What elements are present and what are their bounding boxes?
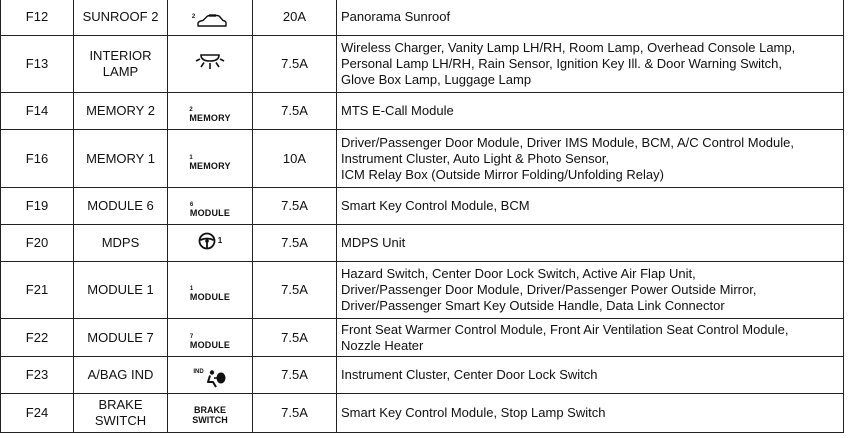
sunroof-car-icon xyxy=(196,14,228,28)
fuse-rating: 7.5A xyxy=(253,262,337,319)
fuse-symbol xyxy=(168,225,253,262)
memory-1-symbol: 1 MEMORY xyxy=(189,154,231,171)
fuse-name: A/BAG IND xyxy=(74,357,168,394)
fuse-circuits: Instrument Cluster, Center Door Lock Switch xyxy=(337,357,844,394)
fuse-circuits: Driver/Passenger Door Module, Driver IMS Module, BCM, A/C Control Module, Instrument Cluster, Auto Light & Photo Sensor, ICM Relay Box (Outside Mirror Folding/Unfolding Relay) xyxy=(337,130,844,188)
fuse-name: MEMORY 1 xyxy=(74,130,168,188)
fuse-circuits: Smart Key Control Module, BCM xyxy=(337,188,844,225)
table-row xyxy=(1,319,844,357)
fuse-rating: 7.5A xyxy=(253,93,337,130)
module-6-symbol: 6 MODULE xyxy=(189,202,231,218)
fuse-symbol xyxy=(168,93,253,130)
fuse-name: INTERIOR LAMP xyxy=(74,36,168,93)
fuse-circuits: Smart Key Control Module, Stop Lamp Switch xyxy=(337,394,844,433)
fuse-symbol xyxy=(168,36,253,93)
fuse-rating: 7.5A xyxy=(253,394,337,433)
fuse-symbol xyxy=(168,188,253,225)
airbag-indicator-icon xyxy=(205,369,227,389)
fuse-name: SUNROOF 2 xyxy=(74,0,168,36)
fuse-symbol xyxy=(168,0,253,36)
fuse-name: MEMORY 2 xyxy=(74,93,168,130)
fuse-name: MODULE 6 xyxy=(74,188,168,225)
fuse-circuits: Front Seat Warmer Control Module, Front Air Ventilation Seat Control Module, Nozzle Heater xyxy=(337,319,844,357)
fuse-number: F19 xyxy=(1,188,74,225)
fuse-name: BRAKE SWITCH xyxy=(74,394,168,433)
symbol-superscript: IND xyxy=(193,369,204,375)
fuse-rating: 7.5A xyxy=(253,357,337,394)
fuse-circuits: Wireless Charger, Vanity Lamp LH/RH, Room Lamp, Overhead Console Lamp, Personal Lamp LH/RH, Rain Sensor, Ignition Key Ill. & Door Warning Switch, Glove Box Lamp, Luggage Lamp xyxy=(337,36,844,93)
fuse-number: F14 xyxy=(1,93,74,130)
interior-lamp-icon xyxy=(195,53,225,71)
fuse-symbol xyxy=(168,262,253,319)
fuse-rating: 7.5A xyxy=(253,36,337,93)
fuse-circuits: Panorama Sunroof xyxy=(337,0,844,36)
fuse-number: F20 xyxy=(1,225,74,262)
fuse-circuits: MDPS Unit xyxy=(337,225,844,262)
fuse-name: MDPS xyxy=(74,225,168,262)
table-row xyxy=(1,93,844,130)
steering-wheel-icon xyxy=(198,232,216,250)
fuse-name: MODULE 1 xyxy=(74,262,168,319)
table-row xyxy=(1,188,844,225)
fuse-symbol xyxy=(168,394,253,433)
fuse-symbol xyxy=(168,319,253,357)
symbol-superscript: 1 xyxy=(217,236,223,245)
fuse-number: F21 xyxy=(1,262,74,319)
fuse-circuits: MTS E-Call Module xyxy=(337,93,844,130)
table-row xyxy=(1,357,844,394)
fuse-number: F22 xyxy=(1,319,74,357)
module-1-symbol: 1 MODULE xyxy=(189,286,231,302)
fuse-circuits: Hazard Switch, Center Door Lock Switch, Active Air Flap Unit, Driver/Passenger Door Module, Driver/Passenger Power Outside Mirror, Driver/Passenger Smart Key Outside Handle, Data Link Connector xyxy=(337,262,844,319)
fuse-rating: 7.5A xyxy=(253,319,337,357)
table-row xyxy=(1,36,844,93)
fuse-number: F24 xyxy=(1,394,74,433)
table-row xyxy=(1,130,844,188)
fuse-rating: 20A xyxy=(253,0,337,36)
memory-2-symbol: 2 MEMORY xyxy=(189,107,231,123)
fuse-number: F13 xyxy=(1,36,74,93)
fuse-number: F23 xyxy=(1,357,74,394)
brake-switch-symbol: BRAKE SWITCH xyxy=(192,405,228,425)
table-row xyxy=(1,225,844,262)
fuse-rating: 7.5A xyxy=(253,188,337,225)
table-row xyxy=(1,394,844,433)
fuse-number: F16 xyxy=(1,130,74,188)
fuse-symbol xyxy=(168,357,253,394)
symbol-superscript: 2 xyxy=(191,14,196,20)
table-row xyxy=(1,262,844,319)
fuse-symbol xyxy=(168,130,253,188)
table-row xyxy=(1,0,844,36)
fuse-rating: 10A xyxy=(253,130,337,188)
fuse-rating: 7.5A xyxy=(253,225,337,262)
fuse-name: MODULE 7 xyxy=(74,319,168,357)
fuse-number: F12 xyxy=(1,0,74,36)
module-7-symbol: 7 MODULE xyxy=(189,333,231,350)
